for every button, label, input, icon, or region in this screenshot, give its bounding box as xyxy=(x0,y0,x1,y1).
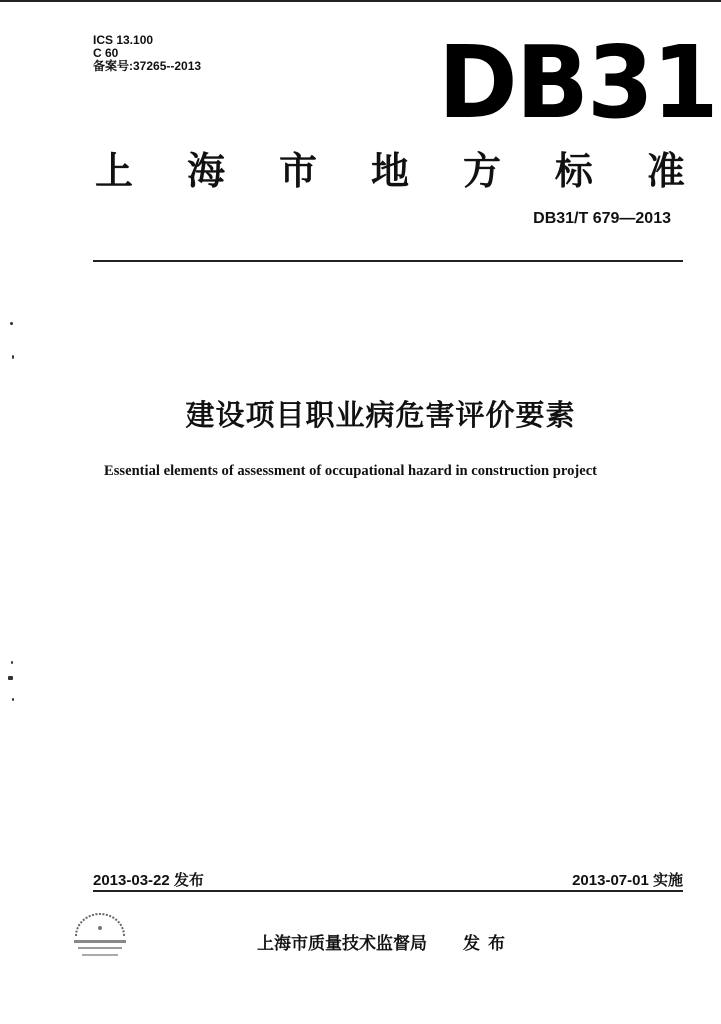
scan-speck xyxy=(12,355,14,359)
standard-number: DB31/T 679—2013 xyxy=(533,210,671,227)
scan-speck xyxy=(12,698,14,701)
scan-speck xyxy=(8,676,13,680)
title-char: 地 xyxy=(370,149,409,193)
effective-date: 2013-07-01 实施 xyxy=(572,872,683,889)
document-title-english: Essential elements of assessment of occupational hazard in construction project xyxy=(104,463,598,479)
footer-divider xyxy=(93,890,683,892)
filing-stamp-seal xyxy=(68,906,132,966)
ccs-code: C 60 xyxy=(93,46,119,60)
standard-category-title xyxy=(95,140,685,195)
title-char: 市 xyxy=(278,149,317,193)
db31-logo: DB31 xyxy=(438,24,717,141)
title-char: 海 xyxy=(186,149,225,193)
title-char: 标 xyxy=(554,149,593,193)
header-divider xyxy=(93,260,683,262)
issuer-line xyxy=(257,929,513,954)
classification-block xyxy=(93,34,201,73)
ics-code: ICS 13.100 xyxy=(93,33,154,47)
title-char: 准 xyxy=(646,149,685,193)
filing-number: 备案号:37265--2013 xyxy=(93,59,202,73)
release-date: 2013-03-22 发布 xyxy=(93,872,204,889)
title-char: 上 xyxy=(95,149,134,193)
title-char: 方 xyxy=(462,149,501,193)
issue-action: 发布 xyxy=(463,934,513,954)
top-border-rule xyxy=(0,0,721,2)
scan-speck xyxy=(11,661,13,664)
document-title-chinese: 建设项目职业病危害评价要素 xyxy=(185,398,576,432)
scan-speck xyxy=(10,322,13,325)
issuer-name: 上海市质量技术监督局 xyxy=(257,934,427,954)
